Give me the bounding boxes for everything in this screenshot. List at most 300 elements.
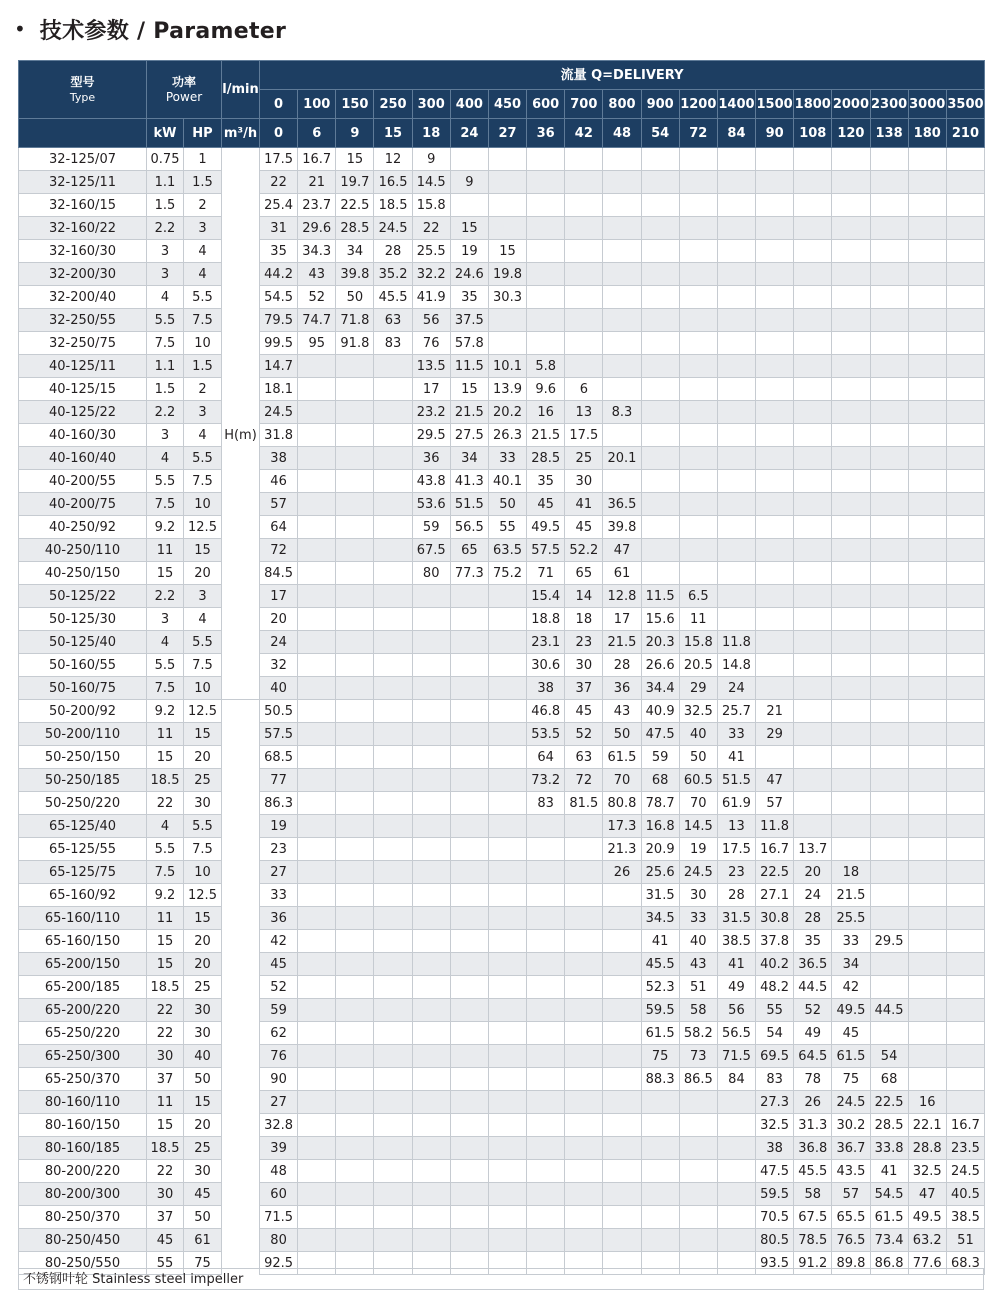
head-value-cell <box>488 194 526 217</box>
table-row <box>19 1091 985 1114</box>
hp-cell: 5.5 <box>184 286 222 309</box>
head-value-cell <box>603 1091 641 1114</box>
head-value-cell: 59.5 <box>641 999 679 1022</box>
flow-lmin-value: 900 <box>641 90 679 119</box>
head-value-cell <box>946 746 984 769</box>
head-value-cell <box>908 976 946 999</box>
head-value-cell <box>450 907 488 930</box>
head-value-cell <box>298 1160 336 1183</box>
head-value-cell <box>717 1229 755 1252</box>
head-value-cell: 38.5 <box>717 930 755 953</box>
head-value-cell <box>565 1183 603 1206</box>
head-value-cell <box>527 1114 565 1137</box>
head-value-cell <box>870 263 908 286</box>
head-value-cell <box>679 401 717 424</box>
head-value-cell <box>412 1045 450 1068</box>
head-value-cell: 29 <box>679 677 717 700</box>
flow-lmin-value: 600 <box>527 90 565 119</box>
table-row <box>19 1160 985 1183</box>
head-value-cell: 61.5 <box>870 1206 908 1229</box>
kw-cell: 5.5 <box>147 654 184 677</box>
type-cell: 65-250/370 <box>19 1068 147 1091</box>
head-unit-cell <box>222 608 260 631</box>
head-value-cell: 78.5 <box>794 1229 832 1252</box>
head-unit-cell <box>222 332 260 355</box>
head-value-cell: 14.5 <box>412 171 450 194</box>
flow-m3h-value: 84 <box>717 119 755 148</box>
head-value-cell: 68.5 <box>260 746 298 769</box>
table-row <box>19 286 985 309</box>
head-value-cell <box>870 470 908 493</box>
table-row <box>19 723 985 746</box>
head-value-cell: 35 <box>260 240 298 263</box>
head-value-cell <box>946 907 984 930</box>
type-cell: 80-250/450 <box>19 1229 147 1252</box>
head-value-cell <box>717 171 755 194</box>
head-value-cell: 22.5 <box>336 194 374 217</box>
head-unit-cell <box>222 746 260 769</box>
head-value-cell: 36 <box>412 447 450 470</box>
head-value-cell <box>412 608 450 631</box>
head-value-cell: 15.4 <box>527 585 565 608</box>
head-value-cell <box>832 332 870 355</box>
head-value-cell: 72 <box>565 769 603 792</box>
head-value-cell <box>641 148 679 171</box>
head-value-cell <box>412 838 450 861</box>
page-title: 技术参数 / Parameter <box>39 18 287 44</box>
head-value-cell <box>565 1022 603 1045</box>
head-value-cell: 53.5 <box>527 723 565 746</box>
head-value-cell: 41.9 <box>412 286 450 309</box>
type-cell: 80-160/185 <box>19 1137 147 1160</box>
head-value-cell <box>794 309 832 332</box>
hp-cell: 40 <box>184 1045 222 1068</box>
head-value-cell: 14.5 <box>679 815 717 838</box>
kw-cell: 15 <box>147 930 184 953</box>
head-value-cell: 31.3 <box>794 1114 832 1137</box>
head-value-cell: 52.3 <box>641 976 679 999</box>
head-value-cell: 21 <box>298 171 336 194</box>
head-value-cell: 45.5 <box>374 286 412 309</box>
kw-cell: 55 <box>147 1252 184 1275</box>
head-value-cell <box>603 930 641 953</box>
table-row <box>19 1229 985 1252</box>
head-value-cell <box>298 1229 336 1252</box>
head-value-cell: 54 <box>756 1022 794 1045</box>
head-value-cell: 46 <box>260 470 298 493</box>
head-value-cell <box>641 355 679 378</box>
type-cell: 65-200/150 <box>19 953 147 976</box>
head-value-cell <box>298 1045 336 1068</box>
head-value-cell <box>374 792 412 815</box>
hp-cell: 15 <box>184 539 222 562</box>
head-value-cell: 30.3 <box>488 286 526 309</box>
head-value-cell <box>374 861 412 884</box>
table-row <box>19 1137 985 1160</box>
head-value-cell: 36 <box>603 677 641 700</box>
head-value-cell <box>527 861 565 884</box>
head-value-cell <box>450 792 488 815</box>
type-cell: 40-160/30 <box>19 424 147 447</box>
head-value-cell: 20 <box>260 608 298 631</box>
head-value-cell: 22 <box>412 217 450 240</box>
head-value-cell <box>336 769 374 792</box>
head-value-cell: 18.8 <box>527 608 565 631</box>
flow-m3h-value: 36 <box>527 119 565 148</box>
table-row <box>19 1206 985 1229</box>
head-value-cell: 48.2 <box>756 976 794 999</box>
type-cell: 65-200/220 <box>19 999 147 1022</box>
head-value-cell <box>412 884 450 907</box>
head-value-cell <box>832 792 870 815</box>
head-value-cell: 17.5 <box>260 148 298 171</box>
head-value-cell <box>908 493 946 516</box>
head-value-cell <box>298 746 336 769</box>
head-value-cell: 63.2 <box>908 1229 946 1252</box>
hp-cell: 45 <box>184 1183 222 1206</box>
head-value-cell <box>641 1229 679 1252</box>
head-value-cell: 56.5 <box>450 516 488 539</box>
head-value-cell <box>832 424 870 447</box>
head-value-cell <box>679 1137 717 1160</box>
head-value-cell <box>412 1183 450 1206</box>
head-value-cell: 60 <box>260 1183 298 1206</box>
head-value-cell <box>679 1091 717 1114</box>
head-value-cell <box>336 447 374 470</box>
type-cell: 40-250/110 <box>19 539 147 562</box>
head-value-cell <box>298 470 336 493</box>
type-cell: 40-250/92 <box>19 516 147 539</box>
head-unit-cell <box>222 470 260 493</box>
head-value-cell <box>870 746 908 769</box>
head-value-cell: 89.8 <box>832 1252 870 1275</box>
hp-cell: 25 <box>184 976 222 999</box>
head-value-cell <box>870 148 908 171</box>
head-value-cell: 49.5 <box>832 999 870 1022</box>
type-cell: 40-125/22 <box>19 401 147 424</box>
kw-cell: 15 <box>147 562 184 585</box>
head-value-cell <box>717 585 755 608</box>
hp-cell: 1.5 <box>184 355 222 378</box>
head-value-cell <box>641 1091 679 1114</box>
flow-m3h-value: 120 <box>832 119 870 148</box>
head-value-cell <box>450 838 488 861</box>
head-value-cell: 21 <box>756 700 794 723</box>
head-value-cell <box>946 815 984 838</box>
table-row <box>19 930 985 953</box>
flow-m3h-value: 90 <box>756 119 794 148</box>
head-value-cell: 59.5 <box>756 1183 794 1206</box>
head-value-cell: 54 <box>870 1045 908 1068</box>
head-value-cell <box>870 217 908 240</box>
flow-lmin-value: 250 <box>374 90 412 119</box>
head-value-cell: 27.3 <box>756 1091 794 1114</box>
head-value-cell <box>946 677 984 700</box>
head-value-cell <box>298 539 336 562</box>
head-value-cell <box>794 194 832 217</box>
head-value-cell <box>450 631 488 654</box>
head-value-cell <box>756 148 794 171</box>
head-value-cell <box>412 1022 450 1045</box>
head-value-cell: 16.5 <box>374 171 412 194</box>
head-value-cell: 38 <box>756 1137 794 1160</box>
kw-cell: 11 <box>147 723 184 746</box>
head-value-cell <box>832 148 870 171</box>
head-value-cell <box>641 1160 679 1183</box>
head-value-cell <box>641 332 679 355</box>
head-unit-cell <box>222 355 260 378</box>
table-row <box>19 447 985 470</box>
head-value-cell <box>946 217 984 240</box>
table-row <box>19 953 985 976</box>
kw-cell: 22 <box>147 1160 184 1183</box>
head-value-cell: 38 <box>527 677 565 700</box>
head-value-cell <box>488 884 526 907</box>
flow-lmin-value: 3500 <box>946 90 984 119</box>
head-value-cell <box>794 585 832 608</box>
head-value-cell: 20.5 <box>679 654 717 677</box>
kw-cell: 15 <box>147 953 184 976</box>
head-value-cell: 13.9 <box>488 378 526 401</box>
head-value-cell <box>870 723 908 746</box>
head-value-cell <box>488 953 526 976</box>
head-value-cell <box>946 884 984 907</box>
head-value-cell <box>565 1206 603 1229</box>
head-unit-cell <box>222 930 260 953</box>
head-value-cell <box>946 401 984 424</box>
head-value-cell <box>298 953 336 976</box>
hp-cell: 5.5 <box>184 815 222 838</box>
head-value-cell <box>336 746 374 769</box>
head-value-cell: 8.3 <box>603 401 641 424</box>
head-unit-cell <box>222 217 260 240</box>
head-value-cell <box>450 1114 488 1137</box>
head-value-cell <box>832 723 870 746</box>
head-value-cell <box>603 171 641 194</box>
head-value-cell: 47.5 <box>756 1160 794 1183</box>
head-value-cell <box>488 700 526 723</box>
head-value-cell <box>527 815 565 838</box>
head-value-cell <box>679 516 717 539</box>
head-value-cell <box>298 608 336 631</box>
head-value-cell <box>412 1068 450 1091</box>
head-value-cell <box>488 838 526 861</box>
head-value-cell <box>641 1114 679 1137</box>
head-value-cell <box>450 884 488 907</box>
flow-lmin-value: 800 <box>603 90 641 119</box>
head-value-cell <box>374 447 412 470</box>
head-value-cell <box>946 332 984 355</box>
head-value-cell <box>412 1160 450 1183</box>
head-value-cell <box>565 1068 603 1091</box>
kw-cell: 3 <box>147 424 184 447</box>
head-value-cell <box>679 148 717 171</box>
lmin-unit-header: l/min <box>222 61 260 119</box>
hp-cell: 61 <box>184 1229 222 1252</box>
head-value-cell: 41.3 <box>450 470 488 493</box>
head-value-cell <box>756 194 794 217</box>
head-value-cell <box>870 194 908 217</box>
head-value-cell: 14.8 <box>717 654 755 677</box>
head-value-cell: 17 <box>603 608 641 631</box>
head-value-cell <box>908 447 946 470</box>
head-value-cell <box>908 930 946 953</box>
head-value-cell <box>450 1160 488 1183</box>
head-value-cell: 86.5 <box>679 1068 717 1091</box>
head-value-cell: 57.5 <box>527 539 565 562</box>
type-cell: 65-160/110 <box>19 907 147 930</box>
head-value-cell: 40.5 <box>946 1183 984 1206</box>
head-value-cell <box>908 309 946 332</box>
head-value-cell: 45.5 <box>794 1160 832 1183</box>
head-value-cell: 16.7 <box>946 1114 984 1137</box>
head-value-cell: 9.6 <box>527 378 565 401</box>
head-value-cell: 28 <box>374 240 412 263</box>
head-value-cell <box>832 838 870 861</box>
head-value-cell <box>794 378 832 401</box>
head-value-cell <box>374 746 412 769</box>
hp-cell: 15 <box>184 723 222 746</box>
head-value-cell <box>374 677 412 700</box>
head-value-cell <box>794 148 832 171</box>
head-value-cell <box>641 493 679 516</box>
head-value-cell: 52 <box>260 976 298 999</box>
head-value-cell <box>908 1045 946 1068</box>
head-value-cell <box>374 424 412 447</box>
type-cell: 32-160/30 <box>19 240 147 263</box>
head-value-cell: 18 <box>832 861 870 884</box>
head-value-cell: 14 <box>565 585 603 608</box>
head-value-cell: 93.5 <box>756 1252 794 1275</box>
head-value-cell: 43 <box>298 263 336 286</box>
head-unit-cell <box>222 309 260 332</box>
head-value-cell: 21.5 <box>450 401 488 424</box>
head-value-cell <box>298 654 336 677</box>
head-value-cell <box>298 861 336 884</box>
table-row <box>19 539 985 562</box>
head-value-cell <box>870 424 908 447</box>
head-value-cell <box>412 999 450 1022</box>
head-value-cell: 75 <box>832 1068 870 1091</box>
type-cell: 50-160/55 <box>19 654 147 677</box>
head-value-cell: 26 <box>603 861 641 884</box>
head-unit-cell <box>222 953 260 976</box>
head-value-cell: 76.5 <box>832 1229 870 1252</box>
table-row <box>19 815 985 838</box>
head-value-cell: 51 <box>946 1229 984 1252</box>
table-row <box>19 332 985 355</box>
flow-lmin-value: 450 <box>488 90 526 119</box>
head-value-cell <box>717 1114 755 1137</box>
table-row <box>19 355 985 378</box>
type-cell: 50-160/75 <box>19 677 147 700</box>
head-value-cell: 86.3 <box>260 792 298 815</box>
hp-cell: 1.5 <box>184 171 222 194</box>
head-value-cell <box>565 1114 603 1137</box>
head-unit-cell <box>222 562 260 585</box>
head-value-cell: 34 <box>336 240 374 263</box>
head-value-cell: 11.5 <box>450 355 488 378</box>
head-value-cell: 30 <box>565 654 603 677</box>
head-value-cell: 33 <box>260 884 298 907</box>
head-value-cell <box>870 1022 908 1045</box>
head-value-cell: 16 <box>908 1091 946 1114</box>
head-value-cell: 29.6 <box>298 217 336 240</box>
head-value-cell <box>412 746 450 769</box>
head-value-cell <box>870 562 908 585</box>
head-value-cell: 44.2 <box>260 263 298 286</box>
head-value-cell: 24 <box>260 631 298 654</box>
hp-cell: 1 <box>184 148 222 171</box>
head-value-cell <box>412 930 450 953</box>
type-cell: 50-125/22 <box>19 585 147 608</box>
head-value-cell <box>794 562 832 585</box>
type-header <box>19 61 147 119</box>
head-value-cell <box>641 286 679 309</box>
head-value-cell <box>527 838 565 861</box>
head-value-cell <box>641 447 679 470</box>
head-value-cell <box>946 470 984 493</box>
head-value-cell: 49.5 <box>908 1206 946 1229</box>
head-value-cell: 23 <box>260 838 298 861</box>
head-value-cell: 83 <box>527 792 565 815</box>
head-value-cell <box>870 769 908 792</box>
head-value-cell <box>298 769 336 792</box>
head-value-cell <box>450 953 488 976</box>
head-value-cell: 45.5 <box>641 953 679 976</box>
head-value-cell: 31 <box>260 217 298 240</box>
head-value-cell: 23 <box>565 631 603 654</box>
type-cell: 40-200/55 <box>19 470 147 493</box>
head-value-cell <box>298 884 336 907</box>
table-row <box>19 861 985 884</box>
head-value-cell: 29.5 <box>412 424 450 447</box>
type-cell: 50-250/185 <box>19 769 147 792</box>
head-value-cell <box>717 493 755 516</box>
head-value-cell <box>374 1137 412 1160</box>
head-value-cell <box>641 1183 679 1206</box>
head-value-cell <box>756 332 794 355</box>
parameter-table <box>18 60 985 1275</box>
head-value-cell <box>908 148 946 171</box>
head-value-cell <box>450 769 488 792</box>
head-value-cell <box>756 562 794 585</box>
head-value-cell <box>870 332 908 355</box>
head-value-cell: 32.8 <box>260 1114 298 1137</box>
head-value-cell <box>832 700 870 723</box>
head-value-cell <box>450 723 488 746</box>
head-value-cell: 29.5 <box>870 930 908 953</box>
table-row <box>19 907 985 930</box>
head-value-cell <box>946 355 984 378</box>
head-value-cell <box>946 861 984 884</box>
head-value-cell: 20.2 <box>488 401 526 424</box>
head-value-cell <box>488 792 526 815</box>
head-value-cell <box>908 838 946 861</box>
table-row <box>19 1114 985 1137</box>
head-value-cell: 34.5 <box>641 907 679 930</box>
head-value-cell <box>298 585 336 608</box>
head-value-cell <box>336 861 374 884</box>
head-value-cell <box>641 309 679 332</box>
head-value-cell: 49 <box>794 1022 832 1045</box>
head-value-cell <box>756 608 794 631</box>
head-value-cell <box>870 608 908 631</box>
head-value-cell <box>679 263 717 286</box>
kw-cell: 9.2 <box>147 700 184 723</box>
head-value-cell <box>870 516 908 539</box>
head-unit-cell <box>222 1229 260 1252</box>
